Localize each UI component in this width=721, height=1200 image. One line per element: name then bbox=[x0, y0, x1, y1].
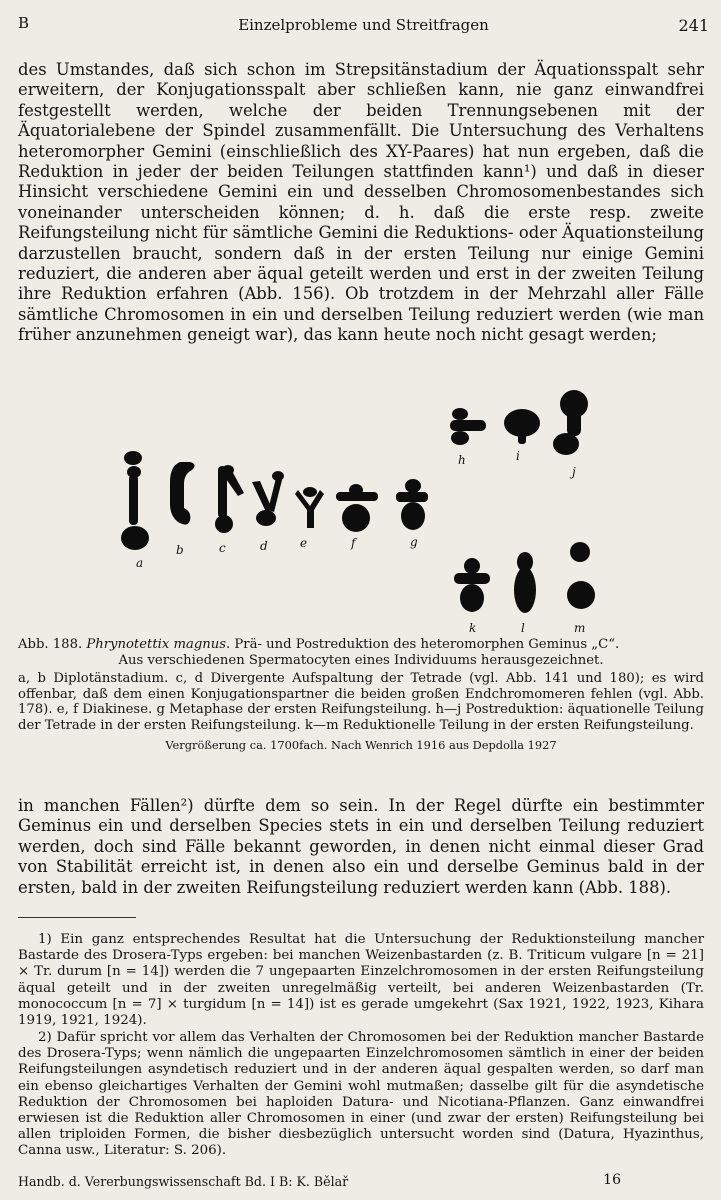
label-g: g bbox=[410, 535, 418, 549]
label-l: l bbox=[521, 621, 525, 635]
footnote-2: 2) Dafür spricht vor allem das Verhalten der Chromosomen bei der Reduktion mancher Bastarde des Drosera-Typs; wenn nämlich die ungepaarten Einzelchromosomen sämtlich in einer der beiden Reifungsteilungen asyndetisch reduziert und in der anderen äqual gespalten werden, so darf man ein ebenso gleichartiges Verhalten der Gemini wohl mutmaßen; dasselbe gilt für die asyndetische Reduktion der Chromosomen bei haploiden Datura- und Nicotiana-Pflanzen. Ganz einwandfrei erwiesen ist die Reduktion aller Chromosomen in einer (und zwar der ersten) Reifungsteilung bei allen triploiden Formen, die bisher diesbezüglich untersucht worden sind (Datura, Hyazinthus, Canna usw., Literatur: S. 206). bbox=[18, 1030, 704, 1159]
caption-line-1 bbox=[18, 637, 704, 653]
label-m: m bbox=[574, 621, 586, 635]
body-paragraph-1: des Umstandes, daß sich schon im Strepsitänstadium der Äquationsspalt sehr erweitern, der Konjugationsspalt aber schließen kann, nie ganz einwandfrei festgestellt werden, welche der beiden Trennungsebenen mit der Äquatorialebene der Spindel zusammenfällt. Die Untersuchung des Verhaltens heteromorpher Gemini (einschließlich des XY-Paares) hat nun ergeben, daß die Reduktion in jeder der beiden Teilungen stattfinden kann¹) und daß in dieser Hinsicht verschiedene Gemini ein und desselben Chromosomenbestandes sich voneinander unterscheiden können; d. h. daß die erste resp. zweite Reifungsteilung nicht für sämtliche Gemini die Reduktions- oder Äquationsteilung darzustellen braucht, sondern daß in der ersten Teilung nur einige Gemini reduziert, die anderen aber äqual geteilt werden und erst in der zweiten Teilung ihre Reduktion erfahren (Abb. 156). Ob trotzdem in der Mehrzahl aller Fälle sämtliche Chromosomen in ein und derselben Teilung reduziert werden (wie man früher anzunehmen geneigt war), das kann heute noch nicht gesagt werden; bbox=[18, 60, 704, 345]
chromosome-drawing bbox=[100, 380, 660, 635]
caption-credit: Vergrößerung ca. 1700fach. Nach Wenrich 1916 aus Depdolla 1927 bbox=[165, 737, 557, 752]
chromosome-j bbox=[553, 390, 588, 455]
label-f: f bbox=[351, 536, 356, 550]
chromosome-b bbox=[170, 462, 195, 525]
chromosome-i bbox=[504, 409, 540, 444]
figure-caption bbox=[18, 637, 704, 753]
section-letter: B bbox=[18, 14, 30, 32]
label-c: c bbox=[219, 541, 226, 555]
chromosome-figure bbox=[100, 380, 660, 635]
chromosome-d bbox=[252, 471, 284, 526]
chromosome-c bbox=[215, 465, 244, 533]
chromosome-h bbox=[450, 408, 486, 445]
caption-title: Prä- und Postreduktion des heteromorphen Geminus „C“. bbox=[234, 637, 620, 652]
caption-line-2: Aus verschiedenen Spermatocyten eines Individuums herausgezeichnet. bbox=[118, 652, 604, 668]
footer-citation: Handb. d. Vererbungswissenschaft Bd. I B: K. Bělař bbox=[18, 1174, 349, 1189]
label-k: k bbox=[469, 621, 477, 635]
label-b: b bbox=[176, 543, 184, 557]
footnote-divider bbox=[18, 917, 136, 918]
running-title: Einzelprobleme und Streitfragen bbox=[238, 16, 489, 34]
running-header bbox=[18, 14, 709, 38]
chromosome-l bbox=[514, 552, 536, 613]
page-number: 241 bbox=[678, 16, 709, 35]
label-j: j bbox=[572, 465, 576, 479]
caption-number: Abb. 188. bbox=[18, 637, 83, 652]
caption-species: Phrynotettix magnus. bbox=[86, 637, 231, 652]
chromosome-a bbox=[121, 451, 149, 550]
label-a: a bbox=[136, 556, 144, 570]
label-h: h bbox=[458, 453, 466, 467]
body-paragraph-2: in manchen Fällen²) dürfte dem so sein. In der Regel dürfte ein bestimmter Geminus ein und derselben Species stets in ein und derselben Teilung reduziert werden, doch sind Fälle bekannt geworden, in denen nicht einmal dieser Grad von Stabilität erreicht ist, in denen also ein und derselbe Geminus bald in der ersten, bald in der zweiten Reifungsteilung reduziert werden kann (Abb. 188). bbox=[18, 796, 704, 897]
label-d: d bbox=[260, 539, 268, 553]
caption-detail: a, b Diplotänstadium. c, d Divergente Aufspaltung der Tetrade (vgl. Abb. 141 und 180); es wird offenbar, daß dem einen Konjugationspartner die beiden großen Endchromomeren fehlen (vgl. Abb. 178). e, f Diakinese. g Metaphase der ersten Reifungsteilung. h—j Postreduktion: äquationelle Teilung der Tetrade in der ersten Reifungsteilung. k—m Reduktionelle Teilung in der ersten Reifungsteilung. bbox=[18, 671, 704, 733]
chromosome-k bbox=[454, 558, 490, 612]
label-i: i bbox=[516, 449, 520, 463]
chromosome-f bbox=[336, 484, 378, 532]
signature-number: 16 bbox=[603, 1172, 621, 1188]
chromosome-e bbox=[295, 487, 324, 528]
chromosome-g bbox=[396, 479, 428, 530]
label-e: e bbox=[300, 536, 308, 550]
footnote-1: 1) Ein ganz entsprechendes Resultat hat die Untersuchung der Reduktionsteilung mancher Bastarde des Drosera-Typs ergeben: bei manchen Weizenbastarden (z. B. Triticum vulgare [n = 21] × Tr. durum [n = 14]) werden die 7 ungepaarten Einzelchromosomen in der ersten Reifungsteilung äqual geteilt und in der zweiten unregelmäßig verteilt, bei anderen Weizenbastarden (Tr. monococcum [n = 7] × turgidum [n = 14]) ist es gerade umgekehrt (Sax 1921, 1922, 1923, Kihara 1919, 1921, 1924). bbox=[18, 932, 704, 1029]
chromosome-m bbox=[567, 542, 595, 609]
